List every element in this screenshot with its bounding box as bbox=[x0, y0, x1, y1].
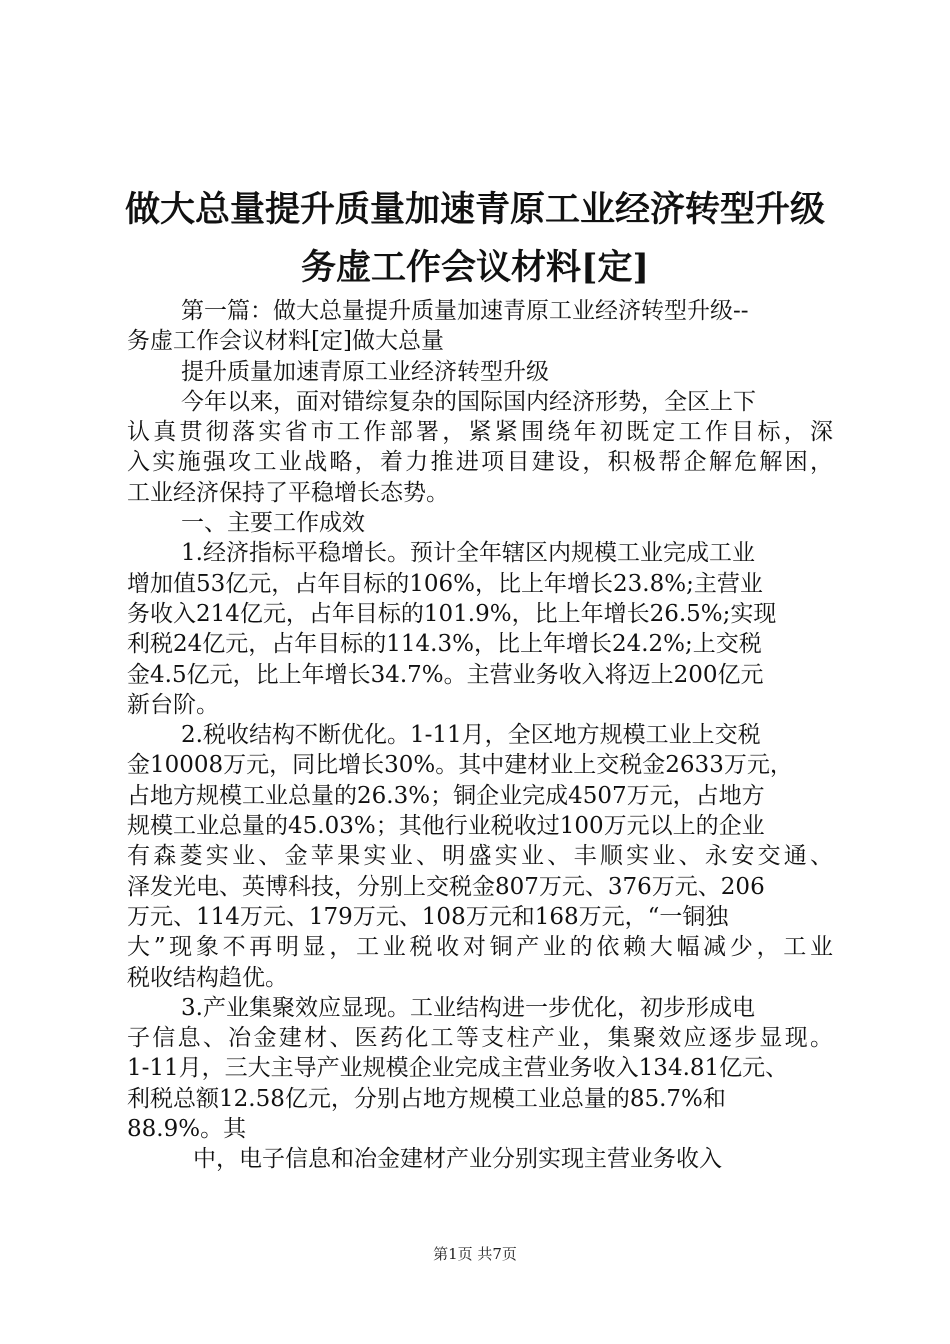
body-line: 3.产业集聚效应显现。工业结构进一步优化，初步形成电 bbox=[181, 994, 755, 1021]
body-line: 子信息、冶金建材、医药化工等支柱产业，集聚效应逐步显现。 bbox=[127, 1025, 833, 1052]
body-line: 认真贯彻落实省市工作部署，紧紧围绕年初既定工作目标，深 bbox=[127, 419, 833, 446]
body-line: 万元、114万元、179万元、108万元和168万元，“一铜独 bbox=[127, 903, 729, 930]
body-line: 增加值53亿元，占年目标的106%，比上年增长23.8%;主营业 bbox=[127, 570, 763, 597]
body-line: 规模工业总量的45.03%；其他行业税收过100万元以上的企业 bbox=[127, 813, 765, 840]
body-line: 2.税收结构不断优化。1-11月，全区地方规模工业上交税 bbox=[181, 722, 761, 749]
body-line: 1.经济指标平稳增长。预计全年辖区内规模工业完成工业 bbox=[181, 540, 755, 567]
body-line: 税收结构趋优。 bbox=[127, 964, 288, 991]
body-line: 88.9%。其 bbox=[127, 1116, 247, 1143]
body-line: 利税总额12.58亿元，分别占地方规模工业总量的85.7%和 bbox=[127, 1085, 726, 1112]
body-line: 1-11月，三大主导产业规模企业完成主营业务收入134.81亿元、 bbox=[127, 1055, 789, 1082]
body-line: 入实施强攻工业战略，着力推进项目建设，积极帮企解危解困， bbox=[127, 449, 833, 476]
document-body bbox=[127, 296, 833, 1175]
body-line: 工业经济保持了平稳增长态势。 bbox=[127, 479, 449, 506]
body-line: 金4.5亿元，比上年增长34.7%。主营业务收入将迈上200亿元 bbox=[127, 661, 764, 688]
body-line: 务虚工作会议材料[定]做大总量 bbox=[127, 328, 444, 355]
document-title-line-2: 务虚工作会议材料[定] bbox=[300, 247, 650, 288]
document-title-line-1: 做大总量提升质量加速青原工业经济转型升级 bbox=[124, 189, 825, 230]
body-line: 新台阶。 bbox=[127, 691, 219, 718]
body-line: 大”现象不再明显，工业税收对铜产业的依赖大幅减少，工业 bbox=[127, 934, 833, 961]
body-line: 占地方规模工业总量的26.3%；铜企业完成4507万元，占地方 bbox=[127, 782, 765, 809]
body-line: 务收入214亿元，占年目标的101.9%，比上年增长26.5%;实现 bbox=[127, 600, 777, 627]
body-line: 提升质量加速青原工业经济转型升级 bbox=[181, 358, 549, 385]
page-number-footer: 第1页 共7页 bbox=[433, 1245, 517, 1263]
body-line: 第一篇：做大总量提升质量加速青原工业经济转型升级-- bbox=[181, 298, 749, 324]
body-line: 金10008万元，同比增长30%。其中建材业上交税金2633万元， bbox=[127, 752, 793, 779]
body-line: 泽发光电、英博科技，分别上交税金807万元、376万元、206 bbox=[127, 873, 765, 900]
body-line: 利税24亿元，占年目标的114.3%，比上年增长24.2%;上交税 bbox=[127, 631, 762, 658]
body-line: 有森菱实业、金苹果实业、明盛实业、丰顺实业、永安交通、 bbox=[127, 843, 833, 870]
body-line: 今年以来，面对错综复杂的国际国内经济形势，全区上下 bbox=[181, 388, 756, 415]
section-heading: 一、主要工作成效 bbox=[181, 510, 365, 537]
body-line: 中，电子信息和冶金建材产业分别实现主营业务收入 bbox=[193, 1146, 722, 1173]
